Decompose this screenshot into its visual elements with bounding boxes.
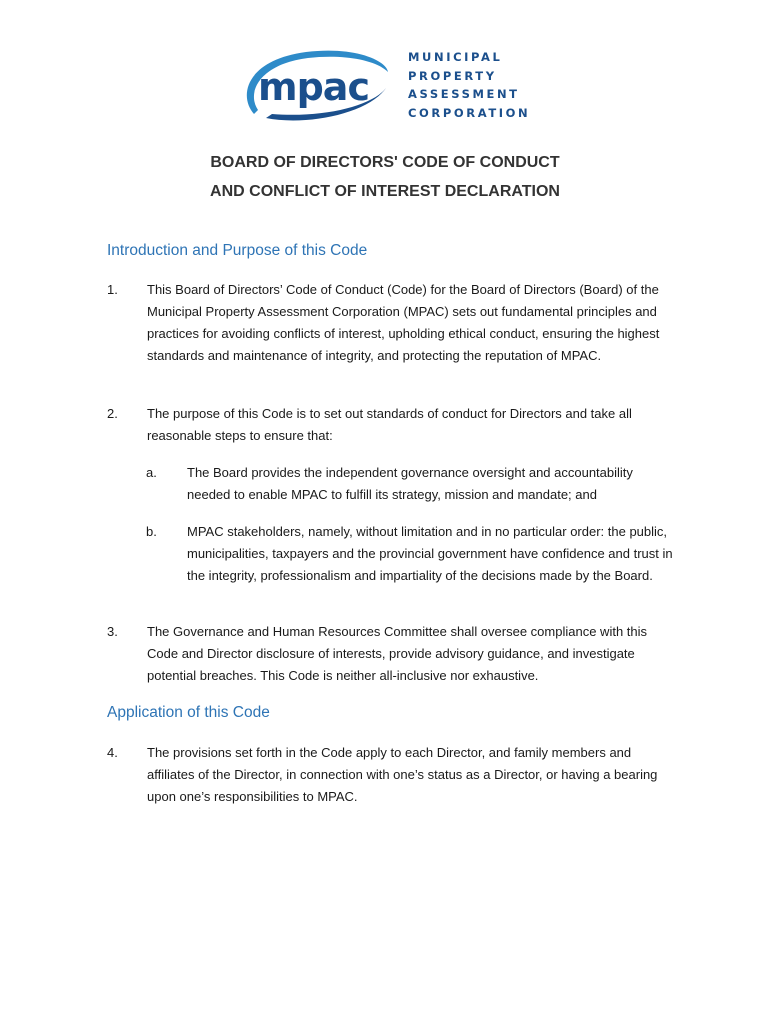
section-heading-application: Application of this Code [107,704,270,721]
item-number-1: 1. [107,282,118,297]
logo-word-2: PROPERTY [408,68,497,83]
mpac-logo [236,44,556,122]
logo-word-3: ASSESSMENT [408,87,520,101]
item-number-4: 4. [107,745,118,760]
section-heading-introduction: Introduction and Purpose of this Code [107,242,368,259]
logo-mark-text: mpac [258,65,369,109]
subitem-text-b: MPAC stakeholders, namely, without limitation and in no particular order: the public, municipalities, taxpayers and the provincial government have confidence and trust in the integrity, professionalism and impartiality of the decisions made by the Board. [187,524,673,583]
mpac-logo-mark [236,44,406,122]
logo-wordmark [408,48,530,122]
item-text-2: The purpose of this Code is to set out standards of conduct for Directors and take all reasonable steps to ensure that: [147,406,632,443]
logo-word-1: MUNICIPAL [408,50,503,64]
item-text-1: This Board of Directors’ Code of Conduct (Code) for the Board of Directors (Board) of the Municipal Property Assessment Corporation (MPAC) sets out fundamental principles and practices for avoiding conflicts of interest, upholding ethical conduct, ensuring the highest standards and maintenance of integrity, and protecting the reputation of MPAC. [147,282,660,363]
title-line-1: BOARD OF DIRECTORS' CODE OF CONDUCT [210,154,560,171]
item-number-3: 3. [107,624,118,639]
logo-word-4: CORPORATION [408,105,531,120]
document-title [0,148,770,206]
subitem-letter-a: a. [146,465,157,480]
item-number-2: 2. [107,406,118,421]
subitem-text-a: The Board provides the independent governance oversight and accountability needed to enable MPAC to fulfill its strategy, mission and mandate; and [187,465,633,502]
item-text-4: The provisions set forth in the Code apply to each Director, and family members and affiliates of the Director, in connection with one’s status as a Director, or having a bearing upon one’s responsibilities to MPAC. [147,745,658,804]
title-line-2: AND CONFLICT OF INTEREST DECLARATION [210,183,560,200]
item-text-3: The Governance and Human Resources Committee shall oversee compliance with this Code and Director disclosure of interests, provide advisory guidance, and investigate potential breaches. This Code is neither all-inclusive nor exhaustive. [147,624,648,683]
subitem-letter-b: b. [146,524,157,539]
